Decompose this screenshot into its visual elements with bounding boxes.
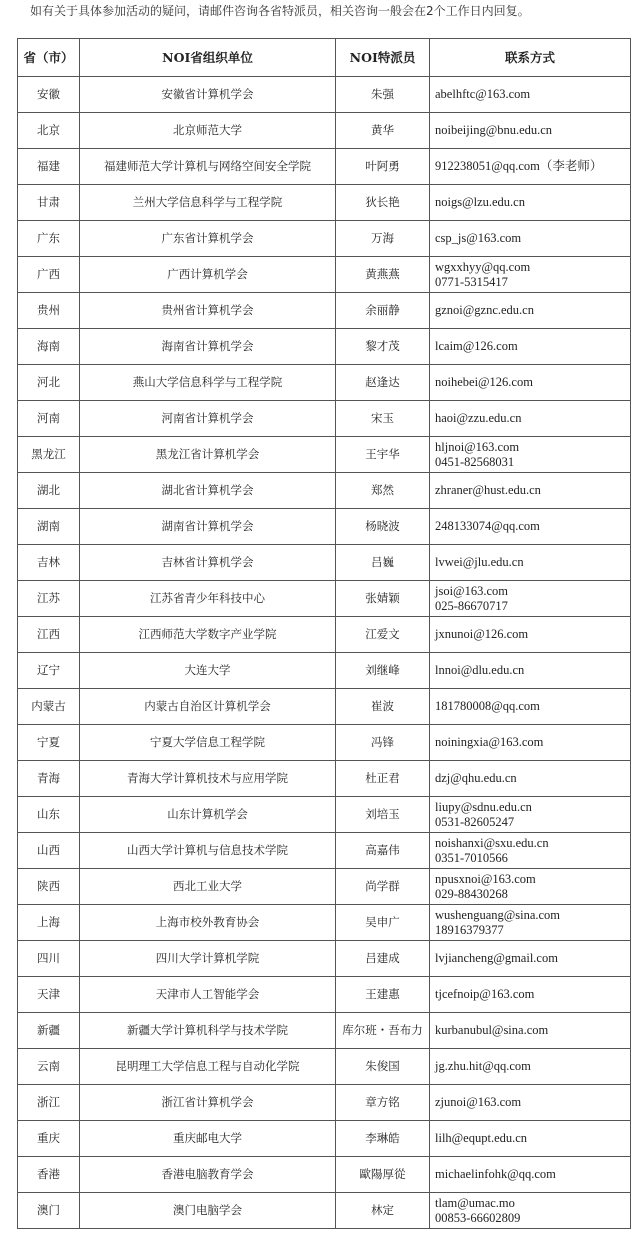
table-row (18, 437, 631, 473)
contact-email: jg.zhu.hit@qq.com (435, 1059, 531, 1073)
representative-cell: 歐陽厚從 (336, 1157, 430, 1193)
header-contact: 联系方式 (430, 39, 631, 77)
organization-cell: 西北工业大学 (80, 869, 336, 905)
representative-cell: 赵逢达 (336, 365, 430, 401)
contact-cell (430, 185, 631, 221)
table-row (18, 833, 631, 869)
table-row (18, 365, 631, 401)
contact-cell (430, 797, 631, 833)
representative-cell: 杜正君 (336, 761, 430, 797)
contact-cell (430, 149, 631, 185)
contact-email: kurbanubul@sina.com (435, 1023, 549, 1037)
organization-cell: 上海市校外教育协会 (80, 905, 336, 941)
representative-cell: 江爱文 (336, 617, 430, 653)
province-cell: 山西 (18, 833, 80, 869)
province-cell: 河南 (18, 401, 80, 437)
organization-cell: 宁夏大学信息工程学院 (80, 725, 336, 761)
table-row (18, 905, 631, 941)
representative-cell: 宋玉 (336, 401, 430, 437)
province-cell: 天津 (18, 977, 80, 1013)
contact-email: noihebei@126.com (435, 375, 533, 389)
table-row (18, 185, 631, 221)
contact-email: csp_js@163.com (435, 231, 522, 245)
contact-email: hljnoi@163.com (435, 439, 520, 454)
province-cell: 江苏 (18, 581, 80, 617)
organization-cell: 天津市人工智能学会 (80, 977, 336, 1013)
contact-cell (430, 581, 631, 617)
representative-cell: 王建惠 (336, 977, 430, 1013)
representative-cell: 刘继峰 (336, 653, 430, 689)
contact-cell (430, 437, 631, 473)
contact-email: noigs@lzu.edu.cn (435, 195, 525, 209)
representative-cell: 高嘉伟 (336, 833, 430, 869)
contact-email: lilh@equpt.edu.cn (435, 1131, 528, 1145)
province-cell: 安徽 (18, 77, 80, 113)
organization-cell: 黑龙江省计算机学会 (80, 437, 336, 473)
organization-cell: 福建师范大学计算机与网络空间安全学院 (80, 149, 336, 185)
contact-cell (430, 509, 631, 545)
contact-email: haoi@zzu.edu.cn (435, 411, 522, 425)
contact-email: 248133074@qq.com (435, 519, 540, 533)
representative-cell: 郑然 (336, 473, 430, 509)
table-row (18, 1013, 631, 1049)
contact-phone: 00853-66602809 (435, 1210, 521, 1225)
province-cell: 湖南 (18, 509, 80, 545)
contact-email: noiningxia@163.com (435, 735, 544, 749)
contact-cell (430, 1085, 631, 1121)
table-row (18, 509, 631, 545)
contact-cell (430, 1157, 631, 1193)
organization-cell: 北京师范大学 (80, 113, 336, 149)
representative-cell: 李琳皓 (336, 1121, 430, 1157)
organization-cell: 新疆大学计算机科学与技术学院 (80, 1013, 336, 1049)
contact-phone: 0351-7010566 (435, 850, 508, 865)
province-cell: 吉林 (18, 545, 80, 581)
table-row (18, 545, 631, 581)
contact-phone: 18916379377 (435, 922, 504, 937)
contact-email: zhraner@hust.edu.cn (435, 483, 541, 497)
table-row (18, 293, 631, 329)
representative-cell: 刘培玉 (336, 797, 430, 833)
province-cell: 陕西 (18, 869, 80, 905)
representative-cell: 叶阿勇 (336, 149, 430, 185)
contact-cell (430, 689, 631, 725)
representative-cell: 冯锋 (336, 725, 430, 761)
province-cell: 湖北 (18, 473, 80, 509)
representative-cell: 余丽静 (336, 293, 430, 329)
contact-cell (430, 221, 631, 257)
organization-cell: 昆明理工大学信息工程与自动化学院 (80, 1049, 336, 1085)
contact-email: zjunoi@163.com (435, 1095, 522, 1109)
organization-cell: 广东省计算机学会 (80, 221, 336, 257)
organization-cell: 吉林省计算机学会 (80, 545, 336, 581)
contact-email: dzj@qhu.edu.cn (435, 771, 517, 785)
contact-cell (430, 905, 631, 941)
organization-cell: 贵州省计算机学会 (80, 293, 336, 329)
organization-cell: 安徽省计算机学会 (80, 77, 336, 113)
contact-email: jxnunoi@126.com (435, 627, 529, 641)
province-cell: 辽宁 (18, 653, 80, 689)
province-cell: 澳门 (18, 1193, 80, 1229)
contact-cell (430, 1013, 631, 1049)
province-cell: 甘肃 (18, 185, 80, 221)
contact-table (17, 38, 631, 1229)
contact-email: npusxnoi@163.com (435, 871, 536, 886)
intro-text: 如有关于具体参加活动的疑问，请邮件咨询各省特派员，相关咨询一般会在2个工作日内回复。 (30, 4, 530, 18)
organization-cell: 燕山大学信息科学与工程学院 (80, 365, 336, 401)
table-row (18, 221, 631, 257)
contact-email: 912238051@qq.com（李老师） (435, 159, 603, 173)
contact-cell (430, 401, 631, 437)
contact-cell (430, 761, 631, 797)
organization-cell: 香港电脑教育学会 (80, 1157, 336, 1193)
province-cell: 内蒙古 (18, 689, 80, 725)
contact-email: lnnoi@dlu.edu.cn (435, 663, 525, 677)
organization-cell: 山西大学计算机与信息技术学院 (80, 833, 336, 869)
contact-email: noishanxi@sxu.edu.cn (435, 835, 549, 850)
province-cell: 青海 (18, 761, 80, 797)
province-cell: 广西 (18, 257, 80, 293)
representative-cell: 章方铭 (336, 1085, 430, 1121)
table-row (18, 617, 631, 653)
contact-cell (430, 833, 631, 869)
province-cell: 香港 (18, 1157, 80, 1193)
table-body (18, 77, 631, 1229)
province-cell: 山东 (18, 797, 80, 833)
province-cell: 江西 (18, 617, 80, 653)
organization-cell: 湖南省计算机学会 (80, 509, 336, 545)
province-cell: 浙江 (18, 1085, 80, 1121)
contact-email: wgxxhyy@qq.com (435, 259, 531, 274)
province-cell: 宁夏 (18, 725, 80, 761)
contact-cell (430, 329, 631, 365)
contact-cell (430, 473, 631, 509)
contact-email: michaelinfohk@qq.com (435, 1167, 556, 1181)
representative-cell: 黎才茂 (336, 329, 430, 365)
province-cell: 重庆 (18, 1121, 80, 1157)
contact-email: tlam@umac.mo (435, 1195, 515, 1210)
table-row (18, 869, 631, 905)
organization-cell: 浙江省计算机学会 (80, 1085, 336, 1121)
organization-cell: 河南省计算机学会 (80, 401, 336, 437)
representative-cell: 崔波 (336, 689, 430, 725)
contact-email: 181780008@qq.com (435, 699, 540, 713)
table-row (18, 977, 631, 1013)
table-row (18, 941, 631, 977)
header-organization: NOI省组织单位 (80, 39, 336, 77)
organization-cell: 兰州大学信息科学与工程学院 (80, 185, 336, 221)
table-row (18, 1049, 631, 1085)
table-row (18, 1121, 631, 1157)
contact-cell (430, 257, 631, 293)
contact-cell (430, 725, 631, 761)
province-cell: 新疆 (18, 1013, 80, 1049)
organization-cell: 海南省计算机学会 (80, 329, 336, 365)
province-cell: 黑龙江 (18, 437, 80, 473)
contact-email: lcaim@126.com (435, 339, 518, 353)
contact-cell (430, 1049, 631, 1085)
table-row (18, 725, 631, 761)
table-row (18, 653, 631, 689)
table-row (18, 761, 631, 797)
organization-cell: 湖北省计算机学会 (80, 473, 336, 509)
organization-cell: 山东计算机学会 (80, 797, 336, 833)
province-cell: 四川 (18, 941, 80, 977)
organization-cell: 澳门电脑学会 (80, 1193, 336, 1229)
province-cell: 上海 (18, 905, 80, 941)
organization-cell: 内蒙古自治区计算机学会 (80, 689, 336, 725)
representative-cell: 黄燕燕 (336, 257, 430, 293)
contact-cell (430, 293, 631, 329)
contact-email: noibeijing@bnu.edu.cn (435, 123, 553, 137)
representative-cell: 万海 (336, 221, 430, 257)
representative-cell: 库尔班・吾布力 (336, 1013, 430, 1049)
contact-phone: 0771-5315417 (435, 274, 508, 289)
representative-cell: 吕巍 (336, 545, 430, 581)
organization-cell: 大连大学 (80, 653, 336, 689)
contact-email: tjcefnoip@163.com (435, 987, 535, 1001)
table-row (18, 581, 631, 617)
province-cell: 广东 (18, 221, 80, 257)
representative-cell: 杨晓波 (336, 509, 430, 545)
contact-cell (430, 1121, 631, 1157)
table-row (18, 149, 631, 185)
province-cell: 河北 (18, 365, 80, 401)
province-cell: 贵州 (18, 293, 80, 329)
contact-cell (430, 617, 631, 653)
contact-cell (430, 545, 631, 581)
table-row (18, 473, 631, 509)
table-row (18, 1085, 631, 1121)
contact-cell (430, 1193, 631, 1229)
table-row (18, 113, 631, 149)
table-row (18, 1193, 631, 1229)
contact-cell (430, 869, 631, 905)
contact-cell (430, 365, 631, 401)
contact-email: wushenguang@sina.com (435, 907, 561, 922)
organization-cell: 青海大学计算机技术与应用学院 (80, 761, 336, 797)
header-representative: NOI特派员 (336, 39, 430, 77)
contact-phone: 029-88430268 (435, 886, 508, 901)
province-cell: 海南 (18, 329, 80, 365)
representative-cell: 林定 (336, 1193, 430, 1229)
contact-cell (430, 941, 631, 977)
table-row (18, 77, 631, 113)
representative-cell: 朱强 (336, 77, 430, 113)
contact-phone: 0531-82605247 (435, 814, 515, 829)
contact-cell (430, 77, 631, 113)
contact-email: abelhftc@163.com (435, 87, 531, 101)
organization-cell: 江苏省青少年科技中心 (80, 581, 336, 617)
contact-email: liupy@sdnu.edu.cn (435, 799, 532, 814)
contact-email: gznoi@gznc.edu.cn (435, 303, 534, 317)
table-row (18, 1157, 631, 1193)
representative-cell: 尚学群 (336, 869, 430, 905)
representative-cell: 张婧颖 (336, 581, 430, 617)
province-cell: 云南 (18, 1049, 80, 1085)
table-header-row (18, 39, 631, 77)
table-row (18, 797, 631, 833)
representative-cell: 吕建成 (336, 941, 430, 977)
contact-phone: 025-86670717 (435, 598, 508, 613)
contact-cell (430, 653, 631, 689)
province-cell: 福建 (18, 149, 80, 185)
province-cell: 北京 (18, 113, 80, 149)
representative-cell: 朱俊国 (336, 1049, 430, 1085)
organization-cell: 四川大学计算机学院 (80, 941, 336, 977)
representative-cell: 吴申广 (336, 905, 430, 941)
contact-cell (430, 113, 631, 149)
table-row (18, 689, 631, 725)
contact-email: lvjiancheng@gmail.com (435, 951, 558, 965)
representative-cell: 王宇华 (336, 437, 430, 473)
contact-phone: 0451-82568031 (435, 454, 515, 469)
table-row (18, 401, 631, 437)
table-row (18, 257, 631, 293)
organization-cell: 广西计算机学会 (80, 257, 336, 293)
representative-cell: 黄华 (336, 113, 430, 149)
contact-email: jsoi@163.com (435, 583, 508, 598)
contact-cell (430, 977, 631, 1013)
representative-cell: 狄长艳 (336, 185, 430, 221)
header-province: 省（市） (18, 39, 80, 77)
table-row (18, 329, 631, 365)
organization-cell: 江西师范大学数字产业学院 (80, 617, 336, 653)
contact-email: lvwei@jlu.edu.cn (435, 555, 524, 569)
organization-cell: 重庆邮电大学 (80, 1121, 336, 1157)
